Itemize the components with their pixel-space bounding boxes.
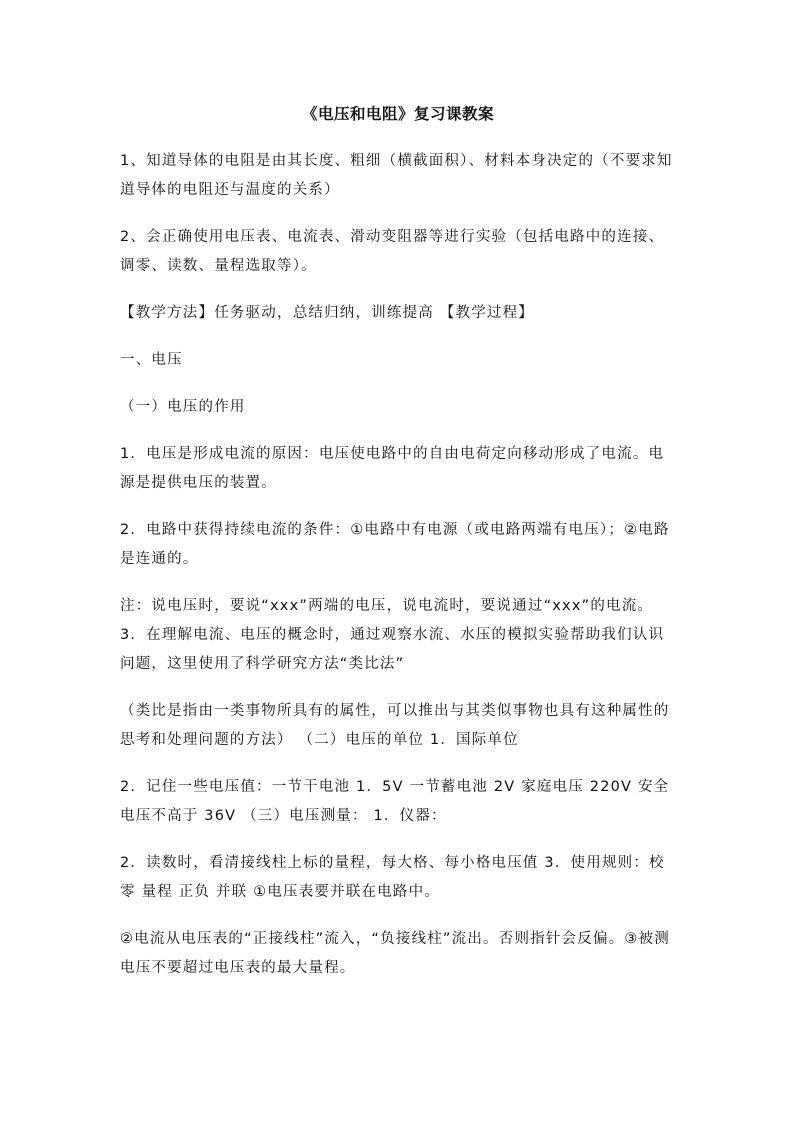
paragraph-1: 1、知道导体的电阻是由其长度、粗细（横截面积）、材料本身决定的（不要求知道导体的电阻还与温度的关系） (120, 153, 673, 198)
paragraph-7: 2．电路中获得持续电流的条件：①电路中有电源（或电路两端有电压）；②电路是连通的。 (120, 522, 670, 567)
subsection-heading-voltage-effect: （一）电压的作用 (120, 399, 246, 415)
paragraph-11: 2．读数时，看清接线柱上标的量程，每大格、每小格电压值 3．使用规则：校零 量程 正负 并联 ①电压表要并联在电路中。 (120, 855, 665, 900)
paragraph-8: 注：说电压时，要说“xxx”两端的电压，说电流时，要说通过“xxx”的电流。 3．在理解电流、电压的概念时，通过观察水流、水压的模拟实验帮助我们认识问题，这里使用了科学研究方法“类比法” (120, 598, 665, 672)
paragraph-2: 2、会正确使用电压表、电流表、滑动变阻器等进行实验（包括电路中的连接、调零、读数、量程选取等）。 (120, 229, 665, 274)
paragraph-9: （类比是指由一类事物所具有的属性，可以推出与其类似事物也具有这种属性的思考和处理问题的方法） （二）电压的单位 1．国际单位 (120, 703, 670, 748)
paragraph-12: ②电流从电压表的“正接线柱”流入，“负接线柱”流出。否则指针会反偏。③被测电压不要超过电压表的最大量程。 (120, 931, 670, 976)
paragraph-6: 1．电压是形成电流的原因：电压使电路中的自由电荷定向移动形成了电流。电源是提供电压的装置。 (120, 446, 665, 491)
paragraph-10: 2．记住一些电压值：一节干电池 1．5V 一节蓄电池 2V 家庭电压 220V 安全电压不高于 36V （三）电压测量： 1．仪器： (120, 779, 670, 824)
paragraph-3: 【教学方法】任务驱动，总结归纳，训练提高 【教学过程】 (120, 305, 535, 321)
section-heading-voltage: 一、电压 (120, 352, 183, 368)
document-title: 《电压和电阻》复习课教案 (301, 105, 494, 123)
